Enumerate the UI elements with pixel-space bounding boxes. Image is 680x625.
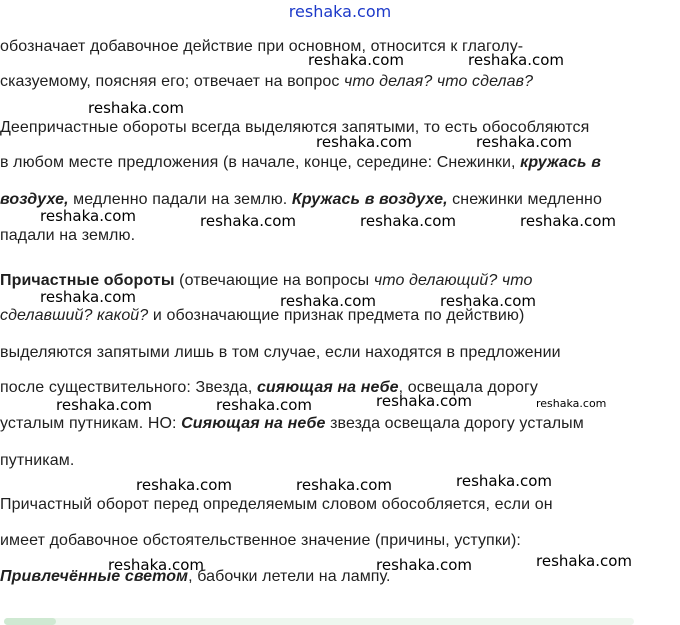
bottom-pill-button[interactable] [4,618,56,625]
watermark: reshaka.com [136,476,232,494]
watermark: reshaka.com [360,212,456,230]
example-bold-italic: сияющая на небе [256,379,399,396]
site-header-link[interactable]: reshaka.com [288,2,392,21]
text-span: усталым путникам. НО: [0,415,182,432]
watermark: reshaka.com [308,51,404,69]
example-bold-italic: воздухе, [0,191,69,208]
text-span: звезда освещала дорогу усталым [325,415,584,432]
text-span: (отвечающие на вопросы [174,272,374,289]
text-line [0,73,533,91]
term-bold: Причастные обороты [0,272,175,289]
text-line [0,415,584,433]
text-line: Причастный оборот перед определяемым словом обособляется, если он [0,496,553,513]
text-span: в любом месте предложения (в начале, конце, середине: Снежинки, [0,154,521,171]
watermark: reshaka.com [40,207,136,225]
question-italic: сделавший? какой? [0,307,149,324]
watermark: reshaka.com [108,556,204,574]
text-span: медленно падали на землю. [68,191,292,208]
watermark: reshaka.com [280,292,376,310]
text-line: Деепричастные обороты всегда выделяются запятыми, то есть обособляются [0,119,590,136]
watermark: reshaka.com [536,397,607,410]
example-bold-italic: Привлечённые светом [0,568,189,585]
watermark: reshaka.com [296,476,392,494]
question-italic: что делая? что сделав? [343,73,534,90]
example-bold-italic: кружась в [520,154,601,171]
watermark: reshaka.com [536,552,632,570]
text-line: выделяются запятыми лишь в том случае, если находятся в предложении [0,344,561,361]
watermark: reshaka.com [376,556,472,574]
example-bold-italic: Сияющая на небе [181,415,326,432]
text-line [0,154,601,172]
watermark: reshaka.com [216,396,312,414]
text-line: обозначает добавочное действие при основном, относится к глаголу- [0,38,524,55]
text-span: и обозначающие признак предмета по действию) [148,307,525,324]
text-span: сказуемому, поясняя его; отвечает на вопрос [0,73,344,90]
bottom-strip [4,618,634,625]
watermark: reshaka.com [316,133,412,151]
watermark: reshaka.com [88,99,184,117]
text-span: , освещала дорогу [398,379,538,396]
watermark: reshaka.com [468,51,564,69]
watermark: reshaka.com [440,292,536,310]
text-span: снежинки медленно [447,191,602,208]
question-italic: что делающий? что [373,272,533,289]
watermark: reshaka.com [376,392,472,410]
watermark: reshaka.com [56,396,152,414]
text-line: имеет добавочное обстоятельственное значение (причины, уступки): [0,532,521,549]
text-line: путникам. [0,452,75,469]
watermark: reshaka.com [476,133,572,151]
watermark: reshaka.com [40,288,136,306]
example-bold-italic: Кружась в воздухе, [291,191,448,208]
watermark: reshaka.com [520,212,616,230]
text-line: падали на землю. [0,227,136,244]
text-span: , бабочки летели на лампу. [188,568,391,585]
text-span: после существительного: Звезда, [0,379,257,396]
watermark: reshaka.com [200,212,296,230]
watermark: reshaka.com [456,472,552,490]
